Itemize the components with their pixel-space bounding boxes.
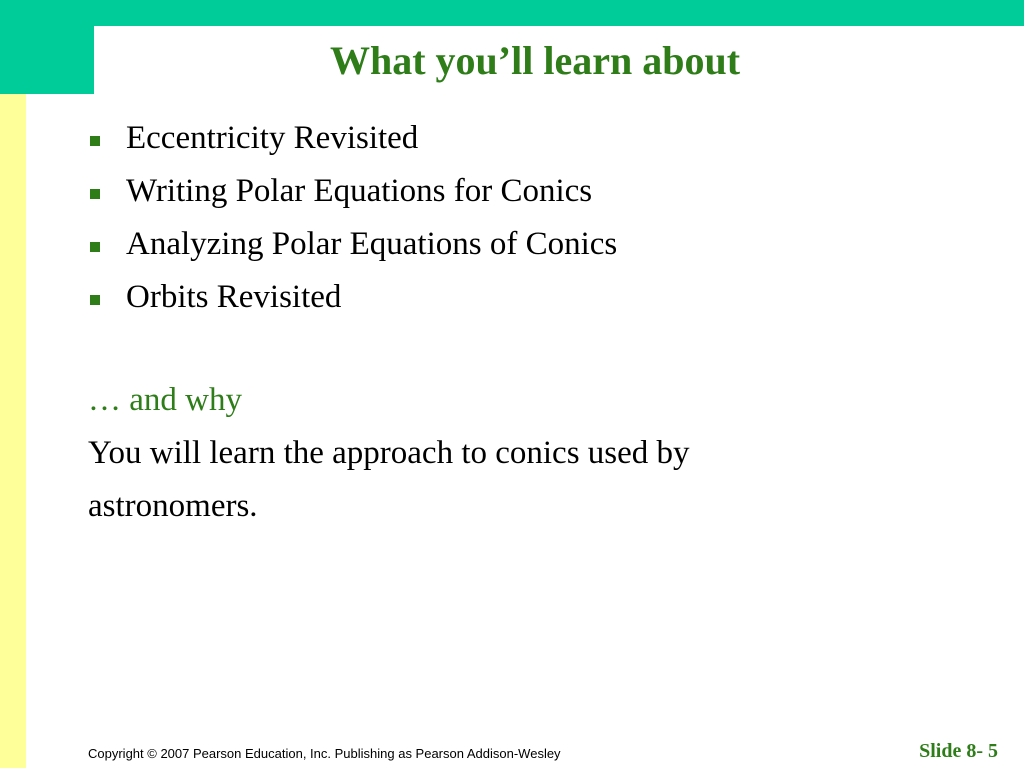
bullet-text: Eccentricity Revisited (126, 120, 419, 156)
bullet-item (88, 218, 617, 271)
square-bullet-icon (90, 189, 100, 199)
slide-title: What you’ll learn about (329, 38, 741, 83)
square-bullet-icon (90, 295, 100, 305)
top-accent-bar (0, 0, 1024, 26)
square-bullet-icon (90, 242, 100, 252)
bullet-text: Writing Polar Equations for Conics (126, 173, 593, 209)
bullet-item (88, 165, 617, 218)
bullet-item (88, 271, 617, 324)
slide-number: Slide 8- 5 (919, 740, 998, 762)
why-text: You will learn the approach to conics used by astronomers. (88, 435, 690, 524)
bullet-item (88, 112, 617, 165)
copyright-footer: Copyright © 2007 Pearson Education, Inc. Publishing as Pearson Addison-Wesley (88, 746, 561, 761)
bullet-text: Analyzing Polar Equations of Conics (126, 226, 618, 262)
square-bullet-icon (90, 136, 100, 146)
corner-accent-block (0, 0, 94, 94)
side-accent-bar (0, 94, 26, 768)
bullet-list (88, 112, 617, 324)
bullet-text: Orbits Revisited (126, 279, 342, 315)
why-heading: … and why (88, 382, 242, 418)
